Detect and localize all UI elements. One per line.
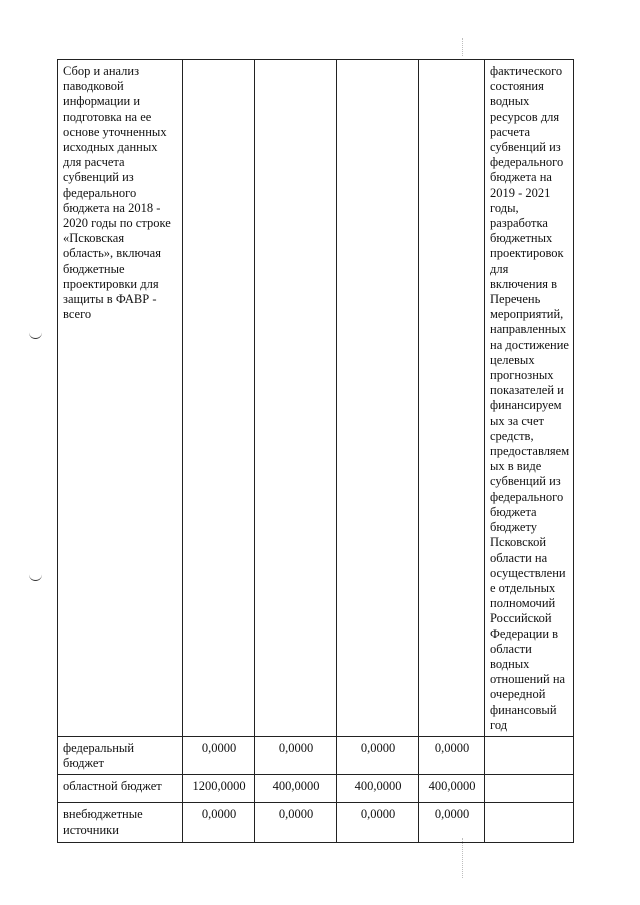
punch-hole-mark xyxy=(29,332,42,339)
empty-cell xyxy=(485,803,574,843)
value-cell: 0,0000 xyxy=(183,803,255,843)
table-row-main xyxy=(58,60,574,737)
fold-dots-bottom xyxy=(462,838,464,878)
budget-table xyxy=(57,59,574,843)
row-label: федеральный бюджет xyxy=(63,740,135,771)
row-label: областной бюджет xyxy=(63,779,162,794)
activity-description-cell xyxy=(58,60,183,737)
empty-cell xyxy=(337,60,419,737)
activity-description: Сбор и анализ паводковой информации и подготовка на ее основе уточненных исходных данных для расчета субвенций из федерального бюджета на 2018 - 2020 годы по строке «Псковская область», включая бюджетные проектировки для защиты в ФАВР - всего xyxy=(63,64,171,322)
empty-cell xyxy=(485,736,574,774)
row-label: внебюджетные источники xyxy=(63,807,143,837)
table-row-extrabudget xyxy=(58,803,574,843)
value-cell: 1200,0000 xyxy=(183,775,255,803)
punch-hole-mark xyxy=(29,574,42,581)
value-cell: 0,0000 xyxy=(337,736,419,774)
table-row-federal xyxy=(58,736,574,774)
fold-dots-top xyxy=(462,38,464,56)
table-row-regional xyxy=(58,775,574,803)
expected-result-cell xyxy=(485,60,574,737)
value-cell: 0,0000 xyxy=(419,803,485,843)
value-cell: 400,0000 xyxy=(255,775,337,803)
value-cell: 400,0000 xyxy=(337,775,419,803)
row-label-cell xyxy=(58,803,183,843)
empty-cell xyxy=(419,60,485,737)
row-label-cell xyxy=(58,775,183,803)
value-cell: 0,0000 xyxy=(255,736,337,774)
value-cell: 0,0000 xyxy=(337,803,419,843)
empty-cell xyxy=(183,60,255,737)
empty-cell xyxy=(485,775,574,803)
row-label-cell xyxy=(58,736,183,774)
expected-result: фактического состояния водных ресурсов для расчета субвенций из федерального бюджета на 2019 - 2021 годы, разработка бюджетных проектировок для включения в Перечень мероприятий, направленных на достижение целевых прогнозных показателей и финансируем ых за счет средств, предоставляем ых в виде субвенций из федерального бюджета бюджету Псковской области на осуществлени е отдельных полномочий Российской Федерации в области водных отношений на очередной финансовый год xyxy=(490,64,570,732)
empty-cell xyxy=(255,60,337,737)
value-cell: 0,0000 xyxy=(183,736,255,774)
value-cell: 0,0000 xyxy=(255,803,337,843)
value-cell: 0,0000 xyxy=(419,736,485,774)
value-cell: 400,0000 xyxy=(419,775,485,803)
